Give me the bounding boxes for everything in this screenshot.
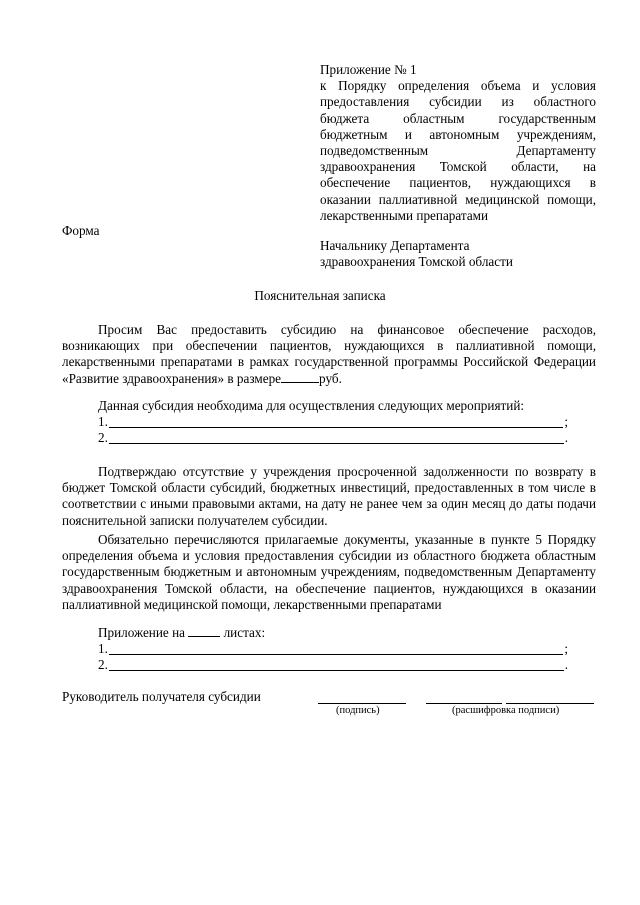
measure-line-1[interactable]: [98, 414, 568, 430]
attachment-number: 1.: [98, 641, 108, 656]
confirmation-paragraph: Подтверждаю отсутствие у учреждения просроченной задолженности по возврату в бюджет Томской области субсидий, бюджетных инвестиций, предоставленных в том числе в соответствии с иными правовыми актами, на дату не ранее чем за один месяц до даты подачи пояснительной записки получателем субсидии.: [62, 464, 596, 528]
form-label: Форма: [62, 223, 100, 238]
addressee-block: [320, 238, 600, 270]
addressee-line-1: Начальнику Департамента: [320, 238, 470, 253]
sheets-count-blank[interactable]: [188, 625, 220, 637]
attachment-line-2[interactable]: [98, 657, 568, 673]
measure-end: ;: [564, 414, 568, 429]
measures-intro: Данная субсидия необходима для осуществления следующих мероприятий:: [98, 398, 525, 413]
attachment-number: 2.: [98, 657, 108, 672]
measure-end: .: [564, 430, 568, 445]
measure-line-2[interactable]: [98, 430, 568, 446]
appendix-heading: Приложение № 1: [320, 62, 417, 77]
attachment-line-1[interactable]: [98, 641, 568, 657]
attachment-blank[interactable]: [109, 658, 564, 671]
signer-label: Руководитель получателя субсидии: [62, 689, 261, 704]
request-text: Просим Вас предоставить субсидию на финансовое обеспечение расходов, возникающих при обеспечении пациентов, нуждающихся в паллиативной помощи, лекарственными препаратами в рамках государственной программы Российской Федерации «Развитие здравоохранения» в размере: [62, 322, 596, 386]
attachment-blank[interactable]: [109, 642, 563, 655]
amount-blank[interactable]: [281, 371, 319, 383]
measure-number: 1.: [98, 414, 108, 429]
appendix-text: к Порядку определения объема и условия предоставления субсидии из областного бюджета областным государственным бюджетным и автономным учреждениям, подведомственным Департаменту здравоохранения Томской области, на обеспечение пациентов, нуждающихся в оказании паллиативной медицинской помощи, лекарственными препаратами: [320, 78, 596, 223]
request-suffix: руб.: [319, 370, 342, 386]
addressee-line-2: здравоохранения Томской области: [320, 254, 513, 270]
request-paragraph: [62, 322, 596, 387]
document-title: Пояснительная записка: [254, 288, 386, 303]
attachment-suffix: листах:: [223, 625, 266, 640]
measure-blank[interactable]: [109, 415, 563, 428]
signature-caption: (подпись): [336, 705, 380, 716]
attachment-end: .: [564, 657, 568, 672]
name-line-2[interactable]: [506, 702, 594, 704]
measure-blank[interactable]: [109, 431, 564, 444]
attachment-heading: [98, 625, 265, 641]
signature-line[interactable]: [318, 702, 406, 704]
attachment-end: ;: [564, 641, 568, 656]
attachment-prefix: Приложение на: [98, 625, 185, 640]
measure-number: 2.: [98, 430, 108, 445]
documents-paragraph: Обязательно перечисляются прилагаемые документы, указанные в пункте 5 Порядку определения объема и условия предоставления субсидии из областного бюджета областным государственным бюджетным и автономным учреждениям, подведомственным Департаменту здравоохранения Томской области, на обеспечение пациентов, нуждающихся в оказании паллиативной медицинской помощи, лекарственными препаратами: [62, 532, 596, 612]
name-caption: (расшифровка подписи): [452, 705, 560, 716]
name-line-1[interactable]: [426, 702, 502, 704]
appendix-block: [320, 62, 596, 224]
